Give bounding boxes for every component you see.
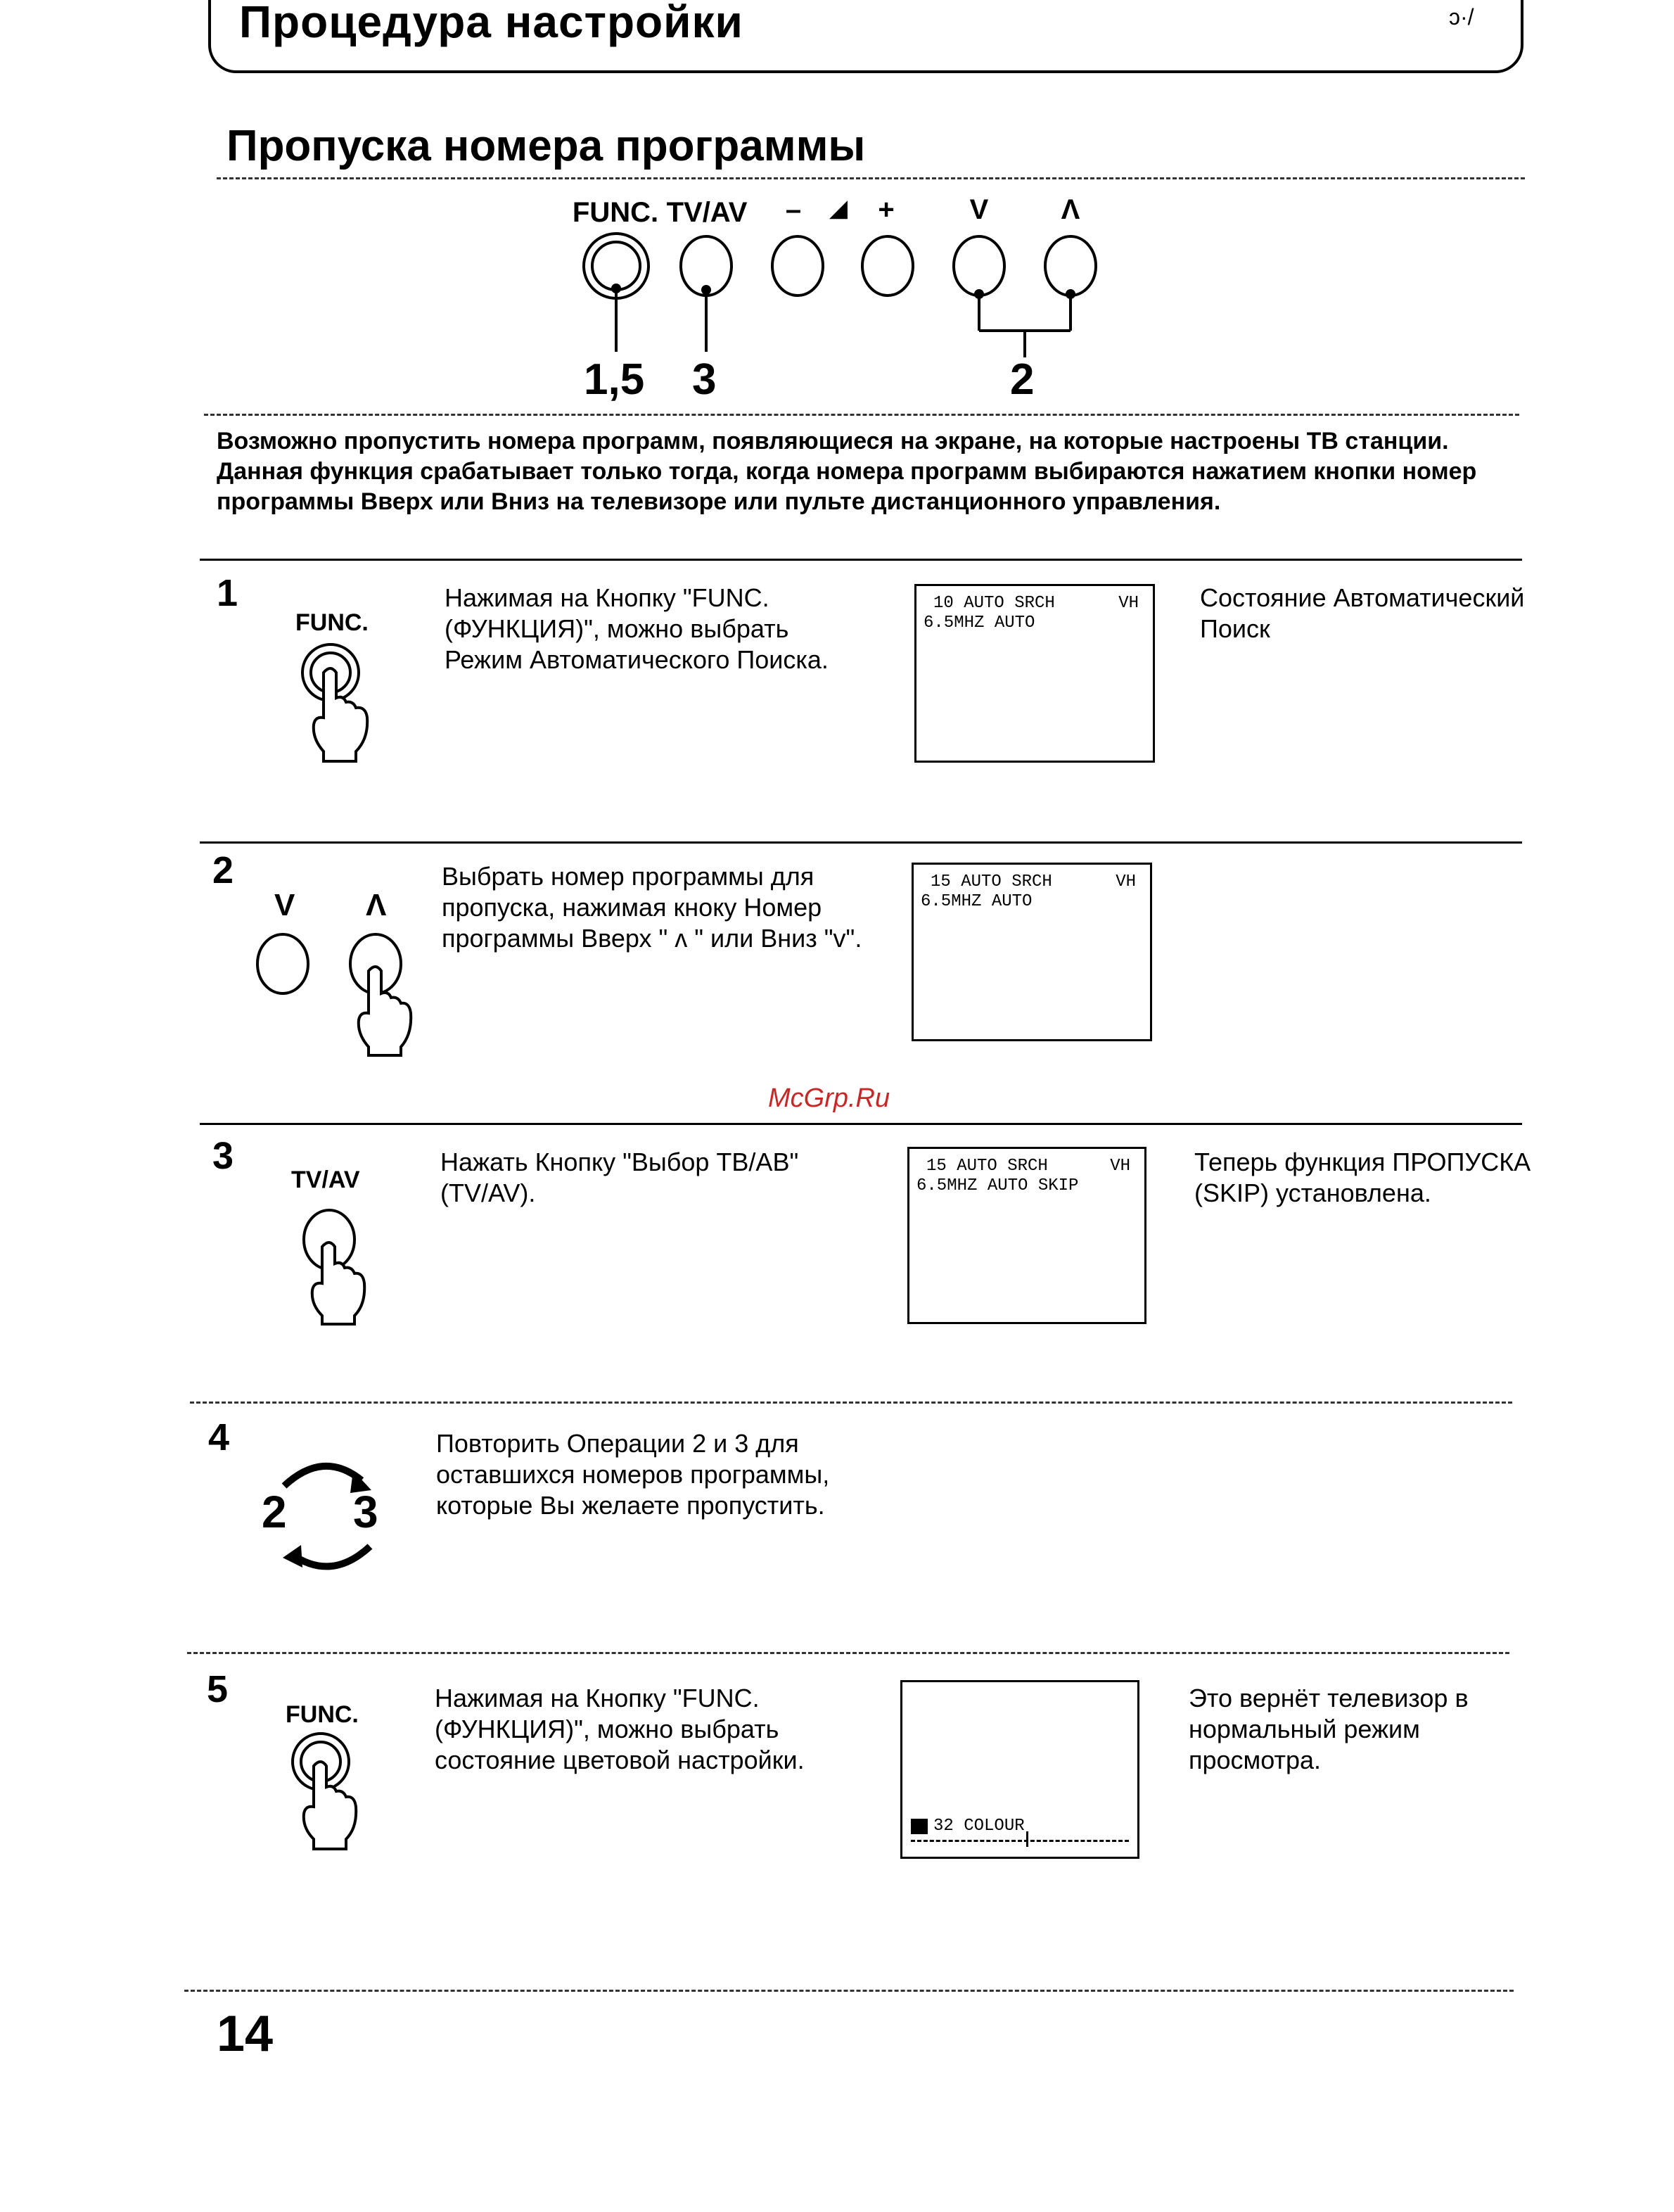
- header-ornament: ↄ·/: [1449, 4, 1474, 30]
- step-3-text: Нажать Кнопку "Выбор ТВ/АВ" (TV/AV).: [440, 1148, 799, 1207]
- panel-label-tvav: TV/AV: [666, 197, 748, 228]
- intro-paragraph: Возможно пропустить номера программ, появляющиеся на экране, на которые настроены ТВ станции. Данная функция срабатывает только тогда, когда номера программ выбираются нажатием кнопки номер программы Вверх или Вниз на телевизоре или пульте дистанционного управления.: [217, 428, 1477, 515]
- screen-line1: 15 AUTO SRCH: [926, 1157, 1048, 1176]
- step-3-note: Теперь функция ПРОПУСКА (SKIP) установлена.: [1194, 1148, 1531, 1207]
- panel-label-down: V: [969, 194, 989, 225]
- divider: [187, 1652, 1509, 1654]
- step-4-text: Повторить Операции 2 и 3 для оставшихся номеров программы, которые Вы желаете пропустить.: [436, 1429, 830, 1520]
- screen-bottom-line: 32 COLOUR: [933, 1817, 1025, 1836]
- panel-label-func: FUNC.: [572, 197, 659, 228]
- step-2-finger-press: [253, 929, 422, 1069]
- step-5-number: 5: [207, 1668, 229, 1710]
- page-number: 14: [217, 2006, 274, 2062]
- channel-up-button: [1045, 236, 1096, 295]
- screen-line1-right: VH: [1110, 1157, 1130, 1176]
- panel-label-plus: +: [878, 194, 895, 225]
- func-button: [592, 242, 640, 290]
- screen-line1-right: VH: [1116, 872, 1136, 891]
- section-title: Пропуска номера программы: [226, 122, 866, 170]
- step-5-note: Это вернёт телевизор в нормальный режим просмотра.: [1189, 1684, 1469, 1774]
- divider: [184, 1990, 1514, 1992]
- page-header-title: Процедура настройки: [239, 0, 743, 47]
- step-5-button-label: FUNC.: [286, 1701, 359, 1728]
- step-2-text: Выбрать номер программы для пропуска, нажимая кноку Номер программы Вверх " ʌ " или Вниз "v".: [442, 862, 862, 953]
- step-1-text: Нажимая на Кнопку "FUNC. (ФУНКЦИЯ)", можно выбрать Режим Автоматического Поиска.: [445, 583, 829, 674]
- step-3-number: 3: [212, 1135, 234, 1177]
- panel-label-up: Λ: [1061, 194, 1080, 225]
- step-3-button-label: TV/AV: [291, 1167, 360, 1193]
- volume-down-button: [772, 236, 823, 295]
- step-1-screen: [914, 584, 1155, 763]
- panel-label-volume: ◢: [829, 195, 848, 222]
- screen-line1-right: VH: [1118, 594, 1139, 613]
- callout-3: 3: [692, 355, 717, 404]
- step-2-screen: [912, 863, 1152, 1041]
- cycle-step-a: 2: [262, 1487, 287, 1537]
- divider: [204, 414, 1519, 416]
- channel-down-button: [954, 236, 1004, 295]
- cycle-step-b: 3: [353, 1487, 378, 1537]
- step-2-down-label: V: [274, 888, 295, 922]
- panel-label-minus: –: [785, 194, 802, 225]
- step-4-number: 4: [208, 1416, 230, 1458]
- step-1-button-label: FUNC.: [295, 609, 369, 636]
- screen-line2: 6.5MHZ AUTO: [921, 892, 1033, 911]
- step-2-up-label: Λ: [366, 888, 387, 922]
- screen-line2: 6.5MHZ AUTO SKIP: [916, 1176, 1079, 1195]
- step-5-finger-press: [288, 1724, 373, 1864]
- colour-icon: [911, 1819, 928, 1834]
- step-3-screen: [907, 1147, 1146, 1324]
- screen-line1: 10 AUTO SRCH: [933, 594, 1055, 613]
- step-1-note: Состояние Автоматический Поиск: [1200, 583, 1525, 643]
- divider: [200, 1123, 1522, 1125]
- divider: [200, 841, 1522, 844]
- divider: [190, 1401, 1512, 1404]
- step-5-screen: [900, 1680, 1139, 1859]
- panel-diagram: [0, 0, 1674, 422]
- colour-level-marker: [1026, 1831, 1028, 1847]
- volume-up-button: [862, 236, 913, 295]
- screen-line2: 6.5MHZ AUTO: [924, 614, 1035, 633]
- watermark: McGrp.Ru: [768, 1083, 890, 1113]
- divider: [200, 559, 1522, 561]
- step-2-number: 2: [212, 849, 234, 891]
- colour-level-bar: [911, 1840, 1129, 1842]
- step-5-text: Нажимая на Кнопку "FUNC. (ФУНКЦИЯ)", можно выбрать состояние цветовой настройки.: [435, 1684, 805, 1774]
- step-1-finger-press: [295, 633, 380, 774]
- screen-line1: 15 AUTO SRCH: [931, 872, 1052, 891]
- step-1-number: 1: [217, 572, 238, 614]
- callout-2: 2: [1010, 355, 1035, 404]
- callout-1-5: 1,5: [584, 355, 645, 404]
- step-3-finger-press: [295, 1203, 380, 1330]
